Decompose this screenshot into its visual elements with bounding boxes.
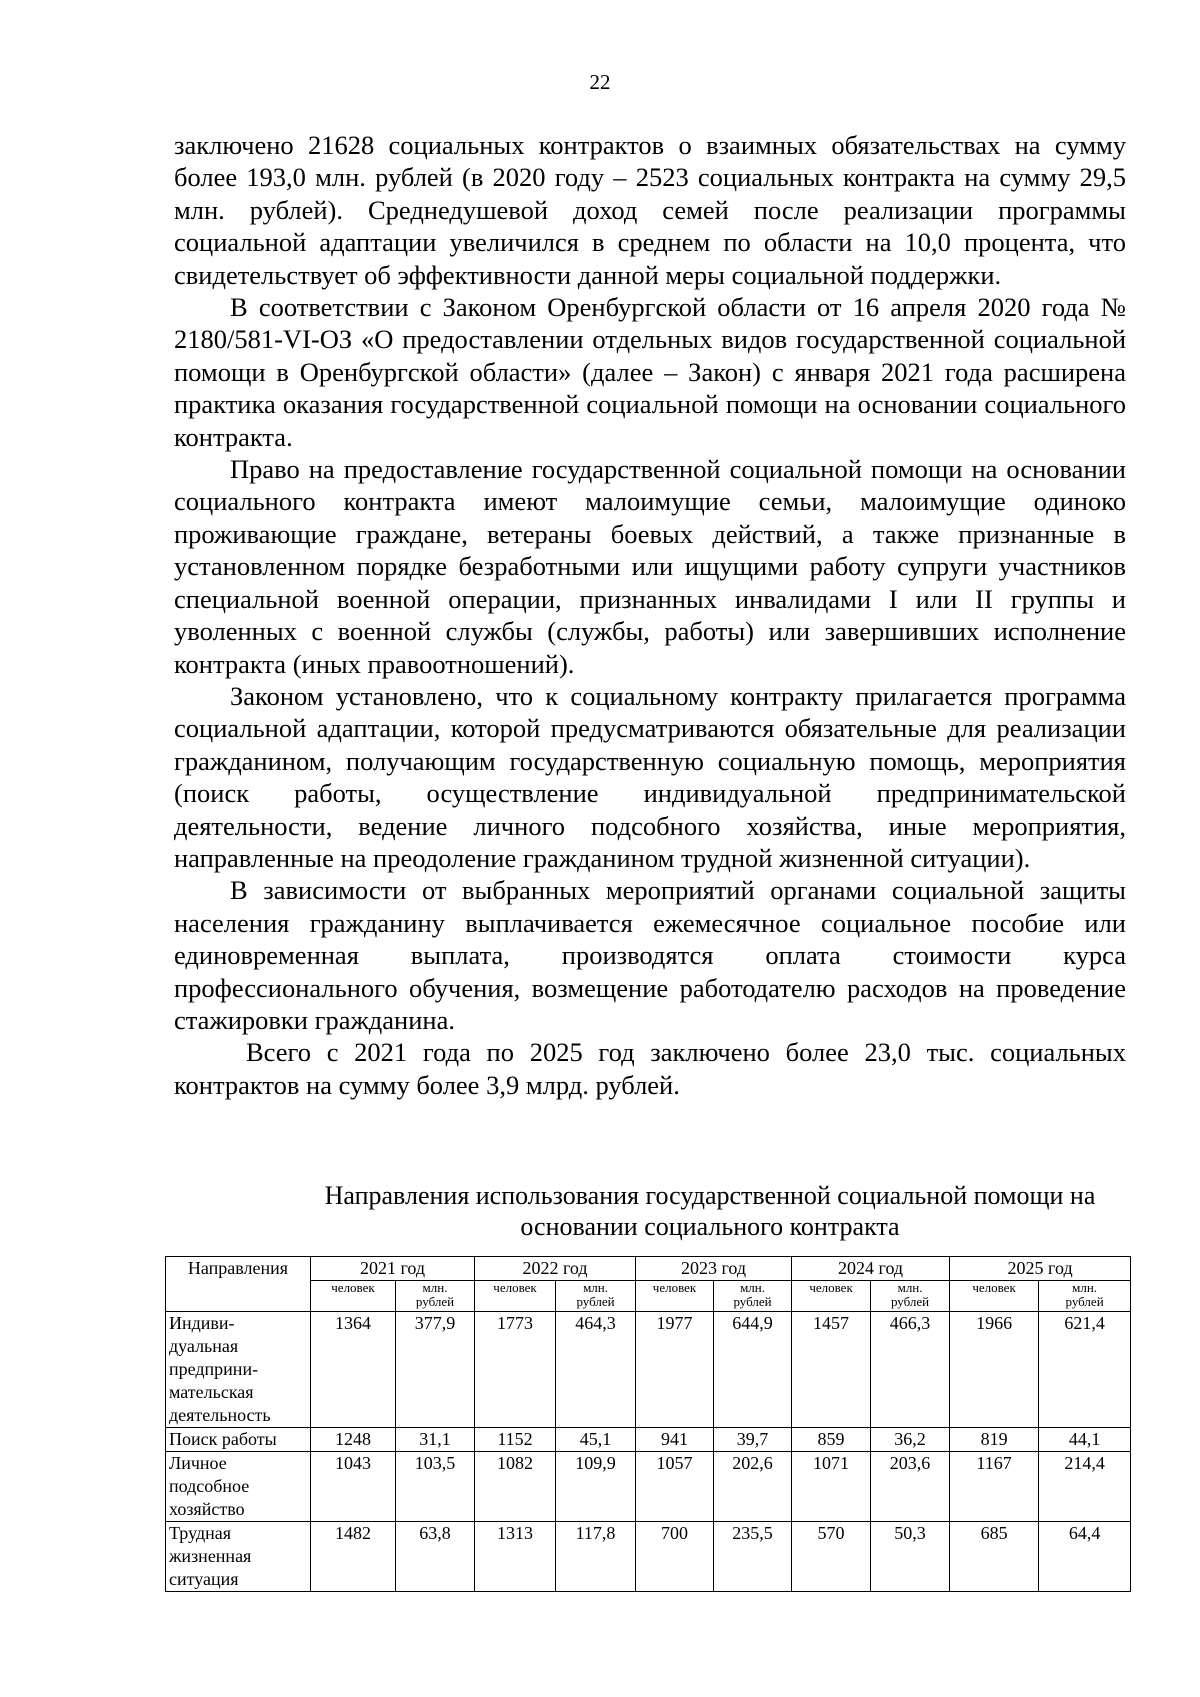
header-year: 2021 год (311, 1257, 475, 1281)
header-directions: Направления (166, 1257, 311, 1312)
cell-money: 214,4 (1039, 1452, 1131, 1522)
cell-people: 941 (636, 1428, 714, 1452)
cell-people: 859 (792, 1428, 871, 1452)
table-row (166, 1452, 1131, 1522)
cell-people: 1773 (475, 1312, 556, 1428)
header-unit-money (556, 1281, 636, 1312)
cell-money: 377,9 (396, 1312, 475, 1428)
header-year: 2025 год (950, 1257, 1131, 1281)
row-label-line: хозяйство (169, 1499, 245, 1519)
cell-money: 45,1 (556, 1428, 636, 1452)
cell-people: 1313 (475, 1522, 556, 1592)
cell-money: 621,4 (1039, 1312, 1131, 1428)
row-label-line: жизненная (169, 1546, 252, 1566)
cell-people: 1043 (311, 1452, 396, 1522)
cell-money: 31,1 (396, 1428, 475, 1452)
header-unit-people: человек (950, 1281, 1039, 1312)
document-body (174, 129, 1126, 1101)
cell-money: 109,9 (556, 1452, 636, 1522)
contracts-table (165, 1256, 1131, 1592)
header-unit-people: человек (475, 1281, 556, 1312)
header-unit-money-line-2: рублей (733, 1294, 772, 1309)
cell-money: 644,9 (714, 1312, 792, 1428)
paragraph-5: В зависимости от выбранных мероприятий органами социальной защиты населения гражданину выплачивается ежемесячное социальное пособие или единовременная выплата, производятся оплата стоимости курса профессионального обучения, возмещение работодателю расходов на проведение стажировки гражданина. (174, 875, 1126, 1035)
header-year: 2024 год (792, 1257, 950, 1281)
cell-money: 63,8 (396, 1522, 475, 1592)
cell-people: 1966 (950, 1312, 1039, 1428)
row-label-line: подсобное (169, 1476, 250, 1496)
header-unit-money (1039, 1281, 1131, 1312)
cell-money: 466,3 (871, 1312, 950, 1428)
header-unit-money (714, 1281, 792, 1312)
table-row (166, 1522, 1131, 1592)
row-label-line: Индиви- (169, 1313, 235, 1333)
table-body (166, 1312, 1131, 1592)
row-label-line: Трудная (169, 1523, 231, 1543)
cell-people: 1082 (475, 1452, 556, 1522)
header-unit-people: человек (311, 1281, 396, 1312)
row-label-line: Личное (169, 1453, 227, 1473)
header-unit-people: человек (636, 1281, 714, 1312)
header-unit-money-line-1: млн. (740, 1280, 765, 1295)
cell-money: 50,3 (871, 1522, 950, 1592)
header-unit-money-line-1: млн. (583, 1280, 608, 1295)
cell-money: 235,5 (714, 1522, 792, 1592)
cell-money: 202,6 (714, 1452, 792, 1522)
header-unit-money (871, 1281, 950, 1312)
cell-money: 39,7 (714, 1428, 792, 1452)
cell-money: 36,2 (871, 1428, 950, 1452)
cell-people: 1457 (792, 1312, 871, 1428)
row-label-line: Поиск работы (169, 1429, 277, 1449)
header-unit-money (396, 1281, 475, 1312)
header-unit-money-line-1: млн. (1072, 1280, 1098, 1295)
cell-people: 1167 (950, 1452, 1039, 1522)
row-label-line: мательская (169, 1382, 254, 1402)
cell-people: 685 (950, 1522, 1039, 1592)
row-label (166, 1452, 311, 1522)
header-unit-money-line-2: рублей (415, 1294, 455, 1309)
cell-people: 1364 (311, 1312, 396, 1428)
cell-money: 44,1 (1039, 1428, 1131, 1452)
page-number: 22 (589, 70, 611, 94)
cell-people: 570 (792, 1522, 871, 1592)
table-header-row-units (166, 1281, 1131, 1312)
row-label-line: дуальная (169, 1336, 239, 1356)
cell-people: 1977 (636, 1312, 714, 1428)
cell-people: 1152 (475, 1428, 556, 1452)
table-title-line-1: Направления использования государственной социальной помощи на (324, 1181, 1096, 1210)
header-unit-money-line-2: рублей (890, 1294, 930, 1309)
table-header-row-years (166, 1257, 1131, 1281)
table-row (166, 1312, 1131, 1428)
row-label (166, 1428, 311, 1452)
header-unit-money-line-2: рублей (576, 1294, 615, 1309)
header-unit-money-line-1: млн. (422, 1280, 448, 1295)
cell-money: 203,6 (871, 1452, 950, 1522)
paragraph-6: Всего с 2021 года по 2025 год заключено более 23,0 тыс. социальных контрактов на сумму более 3,9 млрд. рублей. (174, 1037, 1126, 1100)
cell-people: 1057 (636, 1452, 714, 1522)
paragraph-3: Право на предоставление государственной социальной помощи на основании социального контракта имеют малоимущие семьи, малоимущие одиноко проживающие граждане, ветераны боевых действий, а также признанные в установленном порядке безработными или ищущими работу супруги участников специальной военной операции, признанных инвалидами I или II группы и уволенных с военной службы (службы, работы) или завершивших исполнение контракта (иных правоотношений). (174, 454, 1126, 679)
row-label-line: деятельность (169, 1405, 271, 1425)
cell-people: 1248 (311, 1428, 396, 1452)
cell-money: 117,8 (556, 1522, 636, 1592)
cell-money: 103,5 (396, 1452, 475, 1522)
cell-people: 1482 (311, 1522, 396, 1592)
cell-people: 1071 (792, 1452, 871, 1522)
header-year: 2023 год (636, 1257, 792, 1281)
table-title-line-2: основании социального контракта (520, 1212, 900, 1241)
header-unit-people: человек (792, 1281, 871, 1312)
paragraph-4: Законом установлено, что к социальному контракту прилагается программа социальной адаптации, которой предусматриваются обязательные для реализации гражданином, получающим государственную социальную помощь, мероприятия (поиск работы, осуществление индивидуальной предпринимательской деятельности, ведение личного подсобного хозяйства, иные мероприятия, направленные на преодоление гражданином трудной жизненной ситуации). (174, 680, 1126, 873)
row-label (166, 1312, 311, 1428)
cell-money: 64,4 (1039, 1522, 1131, 1592)
cell-people: 700 (636, 1522, 714, 1592)
row-label-line: предприни- (169, 1359, 259, 1379)
header-unit-money-line-2: рублей (1065, 1294, 1104, 1309)
row-label-line: ситуация (169, 1569, 239, 1589)
paragraph-2: В соответствии с Законом Оренбургской области от 16 апреля 2020 года № 2180/581-VI-ОЗ «О предоставлении отдельных видов государственной социальной помощи в Оренбургской области» (далее – Закон) с января 2021 года расширена практика оказания государственной социальной помощи на основании социального контракта. (174, 292, 1126, 452)
table-row (166, 1428, 1131, 1452)
cell-money: 464,3 (556, 1312, 636, 1428)
header-year: 2022 год (475, 1257, 636, 1281)
paragraph-1: заключено 21628 социальных контрактов о взаимных обязательствах на сумму более 193,0 млн. рублей (в 2020 году – 2523 социальных контракта на сумму 29,5 млн. рублей). Среднедушевой доход семей после реализации программы социальной адаптации увеличился в среднем по области на 10,0 процента, что свидетельствует об эффективности данной меры социальной поддержки. (174, 130, 1126, 290)
header-unit-money-line-1: млн. (897, 1280, 923, 1295)
row-label (166, 1522, 311, 1592)
table-title (250, 1180, 1170, 1242)
cell-people: 819 (950, 1428, 1039, 1452)
